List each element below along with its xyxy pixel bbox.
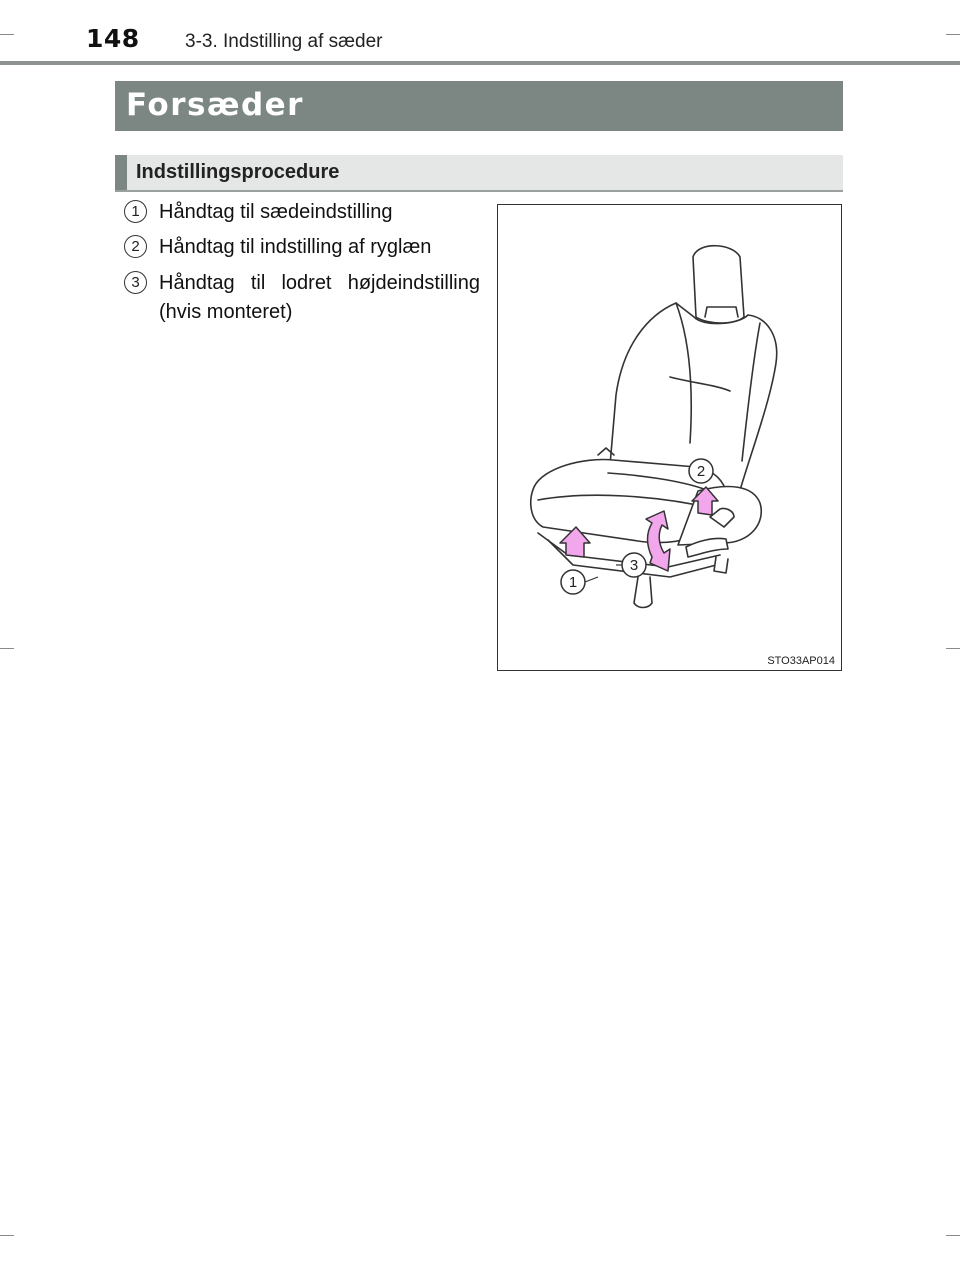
crop-mark <box>946 1235 960 1236</box>
item-number-badge: 2 <box>124 235 147 258</box>
crop-mark <box>0 648 14 649</box>
seat-figure <box>497 204 842 671</box>
subheading-text: Indstillingsprocedure <box>136 161 340 183</box>
seat-illustration-icon <box>498 205 841 670</box>
item-text-continued: (hvis monteret) <box>159 301 293 323</box>
crop-mark <box>0 34 14 35</box>
page-number: 148 <box>86 24 140 53</box>
title-banner <box>115 81 843 131</box>
callout-label: 2 <box>696 463 706 480</box>
figure-code: STO33AP014 <box>767 655 835 667</box>
list-item <box>124 198 480 227</box>
subheading-bar <box>115 155 127 190</box>
item-number-badge: 1 <box>124 200 147 223</box>
crop-mark <box>0 1235 14 1236</box>
page-title: Forsæder <box>126 87 304 123</box>
crop-mark <box>946 34 960 35</box>
item-text: Håndtag til indstilling af ryglæn <box>159 236 432 258</box>
crop-mark <box>946 648 960 649</box>
list-item <box>124 233 480 262</box>
item-text: Håndtag til sædeindstilling <box>159 201 393 223</box>
callout-label: 1 <box>568 574 578 591</box>
section-path: 3-3. Indstilling af sæder <box>185 31 383 52</box>
header-rule <box>0 61 960 65</box>
item-number-badge: 3 <box>124 271 147 294</box>
callout-label: 3 <box>629 557 639 574</box>
list-item <box>124 269 480 327</box>
subheading <box>115 155 843 192</box>
item-text: Håndtag til lodret højdeindstilling <box>159 272 480 294</box>
